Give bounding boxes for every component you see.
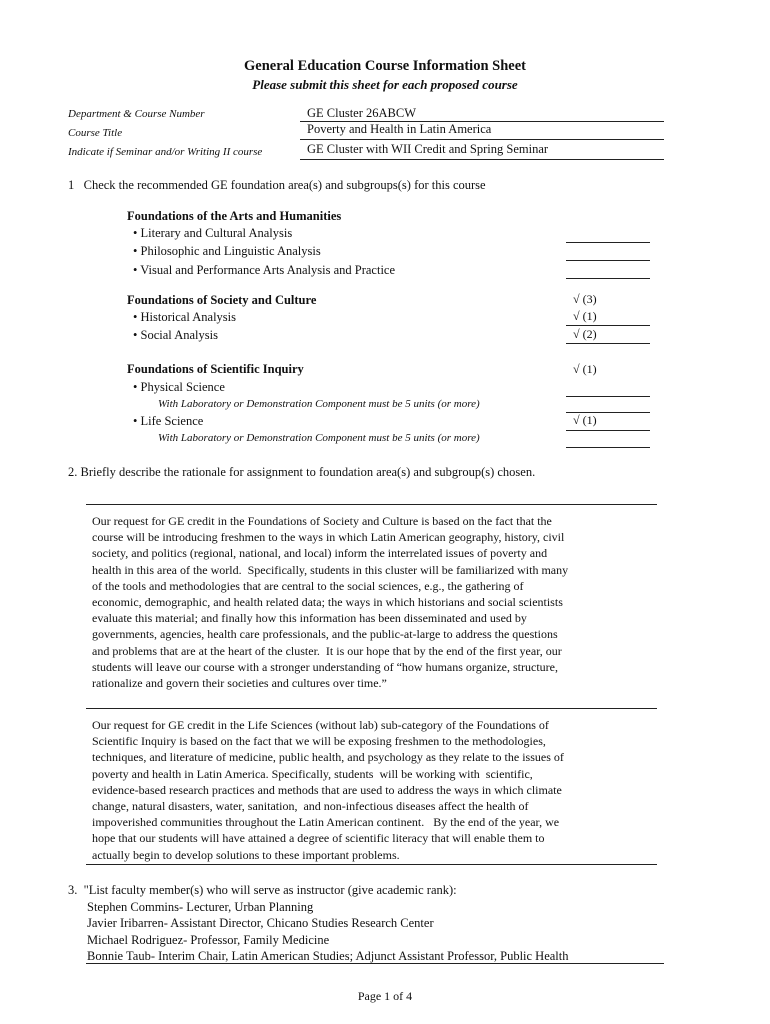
rationale-box-top-rule — [86, 504, 657, 505]
field-value-seminar: GE Cluster with WII Credit and Spring Seminar — [307, 142, 549, 156]
field-value-department: GE Cluster 26ABCW — [307, 106, 417, 120]
field-label-department: Department & Course Number — [68, 108, 205, 120]
checkbox-line-life-lab[interactable] — [566, 447, 650, 448]
check-mark-life-science: √ (1) — [573, 413, 597, 427]
note-physical-lab: With Laboratory or Demonstration Component must be 5 units (or more) — [158, 398, 480, 410]
field-underline-course-title — [300, 139, 664, 140]
faculty-member: Michael Rodriguez- Professor, Family Medicine — [87, 932, 330, 947]
paragraph-line: impoverished communities throughout the Latin American continent. By the end of the year, we — [92, 815, 560, 830]
document-title: General Education Course Information Sheet — [244, 58, 526, 74]
question-1-number: 1 — [68, 178, 75, 192]
document-subtitle: Please submit this sheet for each proposed course — [252, 77, 518, 92]
question-3 — [68, 883, 457, 898]
paragraph-line: rationalize and govern their societies and cultures over time.” — [92, 676, 387, 691]
list-item-physical-science: • Physical Science — [133, 380, 225, 394]
rationale-paragraph-life-science — [92, 717, 648, 863]
paragraph-line: and problems that are at the heart of the cluster. It is our hope that by the end of the first year, our — [92, 643, 562, 658]
group-society-culture-title: Foundations of Society and Culture — [127, 293, 317, 307]
group-scientific-inquiry-title: Foundations of Scientific Inquiry — [127, 362, 304, 376]
question-2-text: Briefly describe the rationale for assignment to foundation area(s) and subgroup(s) chosen. — [80, 465, 536, 479]
check-mark-historical: √ (1) — [573, 309, 597, 323]
paragraph-line: Our request for GE credit in the Life Sciences (without lab) sub-category of the Foundations of — [92, 718, 549, 732]
checkbox-line-social[interactable] — [566, 343, 650, 344]
list-item-visual-arts: • Visual and Performance Arts Analysis and Practice — [133, 263, 396, 277]
faculty-list — [87, 899, 569, 964]
paragraph-line: students will leave our course with a stronger understanding of “how humans organize, structure, — [92, 659, 558, 674]
paragraph-line: of the tools and methodologies that are central to the social sciences, e.g., the gathering of — [92, 578, 524, 593]
paragraph-line: evidence-based research practices and methods that are used to address the ways in which climate — [92, 782, 562, 797]
field-label-course-title: Course Title — [68, 127, 123, 139]
paragraph-line: governments, agencies, health care professionals, and the public-at-large to address the questions — [92, 627, 558, 642]
rationale-box-bottom-rule — [86, 864, 657, 865]
faculty-member: Bonnie Taub- Interim Chair, Latin American Studies; Adjunct Assistant Professor, Public Health — [87, 948, 569, 963]
group-arts-humanities-title: Foundations of the Arts and Humanities — [127, 209, 342, 223]
paragraph-line: change, natural disasters, water, sanitation, and non-infectious diseases affect the health of — [92, 799, 529, 814]
rationale-paragraph-society — [92, 513, 648, 691]
checkbox-line-literary[interactable] — [566, 242, 650, 243]
list-item-life-science: • Life Science — [133, 414, 204, 428]
list-item-philosophic: • Philosophic and Linguistic Analysis — [133, 244, 321, 258]
checkbox-line-physical-science[interactable] — [566, 396, 650, 397]
paragraph-line: economic, demographic, and health related data; the ways in which historians and social scientists — [92, 595, 563, 610]
paragraph-line: poverty and health in Latin America. Specifically, students will be working with scientific, — [92, 766, 533, 781]
question-1-text: Check the recommended GE foundation area(s) and subgroups(s) for this course — [83, 178, 486, 192]
faculty-underline — [86, 963, 664, 964]
check-mark-scientific-inquiry: √ (1) — [573, 362, 597, 376]
check-mark-social: √ (2) — [573, 327, 597, 341]
checkbox-line-historical[interactable] — [566, 325, 650, 326]
question-1 — [68, 178, 486, 193]
page-number: Page 1 of 4 — [357, 989, 413, 1003]
faculty-member: Stephen Commins- Lecturer, Urban Planning — [87, 900, 314, 914]
field-label-seminar: Indicate if Seminar and/or Writing II course — [68, 146, 263, 158]
question-3-text: "List faculty member(s) who will serve as instructor (give academic rank): — [83, 883, 457, 897]
question-2-number: 2. — [68, 465, 78, 479]
paragraph-line: techniques, and literature of medicine, public health, and psychology as they relate to the issues of — [92, 750, 564, 765]
checkbox-line-visual-arts[interactable] — [566, 278, 650, 279]
check-mark-society-culture: √ (3) — [573, 292, 597, 306]
paragraph-line: health in this area of the world. Specifically, students in this cluster will be familiarized with many — [92, 562, 569, 577]
paragraph-line: evaluate this material; and finally how this information has been disseminated and used by — [92, 611, 527, 626]
paragraph-line: Our request for GE credit in the Foundations of Society and Culture is based on the fact that the — [92, 514, 552, 528]
paragraph-line: actually begin to develop solutions to these important problems. — [92, 847, 400, 862]
paragraph-line: Scientific Inquiry is based on the fact that we will be exposing freshmen to the methodologies, — [92, 734, 546, 749]
checkbox-line-philosophic[interactable] — [566, 260, 650, 261]
field-value-course-title: Poverty and Health in Latin America — [307, 122, 492, 136]
paragraph-line: hope that our students will have attained a degree of scientific literacy that will enable them to — [92, 831, 545, 846]
paragraph-line: society, and politics (regional, national, and local) inform the interrelated issues of poverty and — [92, 546, 548, 561]
note-life-lab: With Laboratory or Demonstration Component must be 5 units (or more) — [158, 432, 480, 444]
paragraph-line: course will be introducing freshmen to the ways in which Latin American geography, history, civil — [92, 530, 565, 545]
list-item-historical: • Historical Analysis — [133, 310, 236, 324]
checkbox-line-life-science[interactable] — [566, 430, 650, 431]
faculty-member: Javier Iribarren- Assistant Director, Chicano Studies Research Center — [87, 916, 434, 931]
question-3-number: 3. — [68, 883, 78, 897]
list-item-literary: • Literary and Cultural Analysis — [133, 226, 293, 240]
rationale-box-middle-rule — [86, 708, 657, 709]
question-2 — [68, 465, 535, 480]
field-underline-seminar — [300, 159, 664, 160]
list-item-social: • Social Analysis — [133, 328, 218, 342]
